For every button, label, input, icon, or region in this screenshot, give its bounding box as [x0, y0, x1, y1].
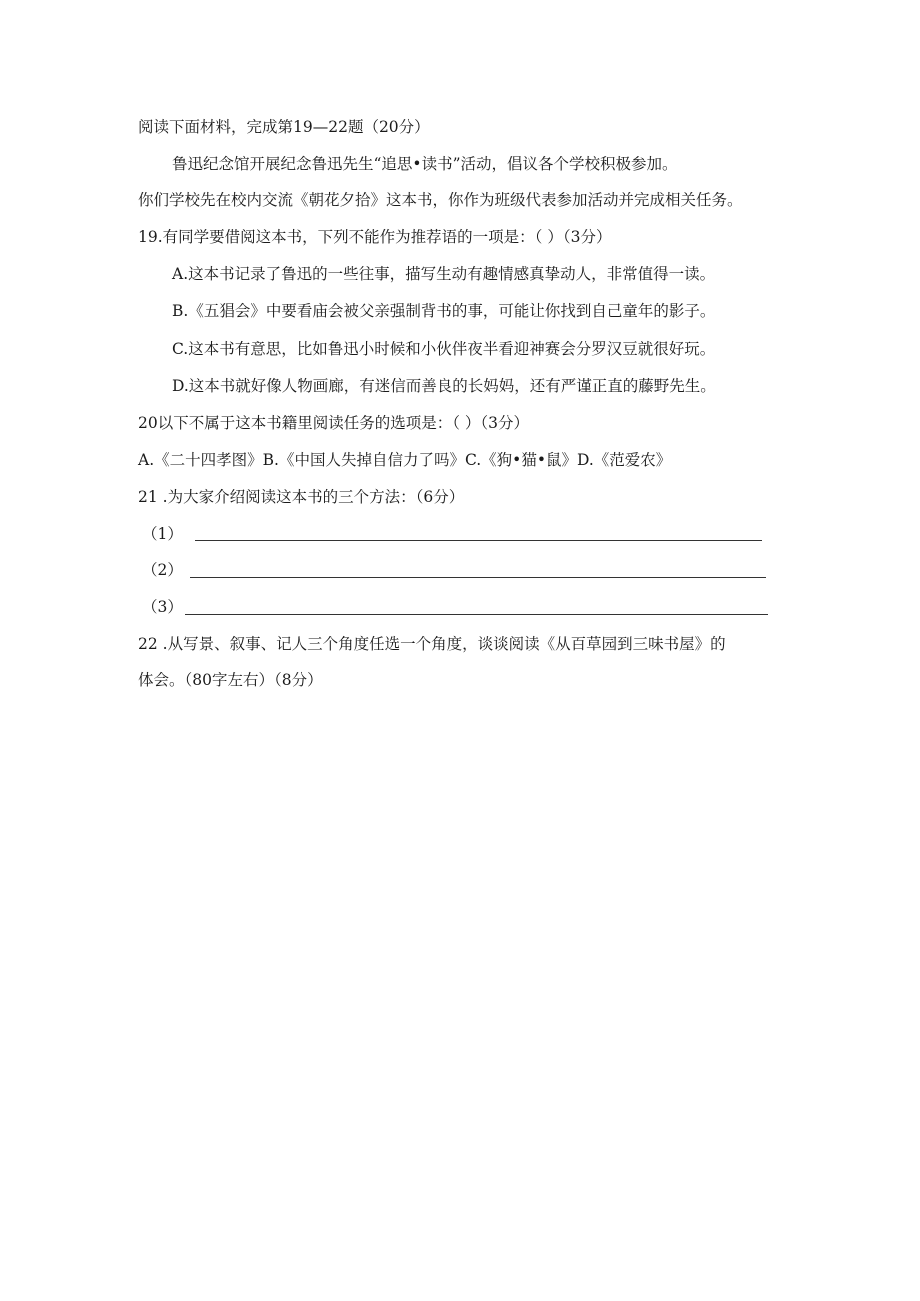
- q20-stem: 20以下不属于这本书籍里阅读任务的选项是：（ ）（3分）: [138, 414, 530, 432]
- q21-stem: 21 .为大家介绍阅读这本书的三个方法：（6分）: [138, 488, 465, 506]
- q21-blank-label: （3）: [142, 598, 183, 616]
- q19-option-b: B.《五猖会》中要看庙会被父亲强制背书的事，可能让你找到自己童年的影子。: [172, 302, 716, 320]
- q19-option-a: A.这本书记录了鲁迅的一些往事，描写生动有趣情感真挚动人，非常值得一读。: [172, 265, 716, 283]
- q19-stem: 19.有同学要借阅这本书，下列不能作为推荐语的一项是：（ ）（3分）: [138, 228, 612, 246]
- q22-stem-line-2: 体会。（80字左右）（8分）: [138, 671, 323, 689]
- q21-blank-2: [142, 560, 182, 580]
- q21-answer-line-1[interactable]: [195, 540, 762, 541]
- context-line-1: 鲁迅纪念馆开展纪念鲁迅先生“追思•读书”活动，倡议各个学校积极参加。: [172, 155, 678, 173]
- q21-blank-label: （2）: [142, 561, 183, 579]
- q21-blank-1: [142, 524, 182, 544]
- q21-blank-3: [142, 597, 182, 617]
- q19-option-d: D.这本书就好像人物画廊，有迷信而善良的长妈妈，还有严谨正直的藤野先生。: [172, 377, 716, 395]
- context-line-2: 你们学校先在校内交流《朝花夕拾》这本书，你作为班级代表参加活动并完成相关任务。: [138, 191, 743, 209]
- q19-option-c: C.这本书有意思，比如鲁迅小时候和小伙伴夜半看迎神赛会分罗汉豆就很好玩。: [172, 340, 716, 358]
- section-intro: 阅读下面材料，完成第19—22题（20分）: [138, 118, 430, 136]
- q22-stem-line-1: 22 .从写景、叙事、记人三个角度任选一个角度，谈谈阅读《从百草园到三味书屋》的: [138, 635, 726, 653]
- q21-answer-line-3[interactable]: [185, 614, 768, 615]
- q20-options: A.《二十四孝图》B.《中国人失掉自信力了吗》C.《狗•猫•鼠》D.《范爱农》: [138, 451, 672, 469]
- q21-blank-label: （1）: [142, 525, 183, 543]
- q21-answer-line-2[interactable]: [190, 577, 766, 578]
